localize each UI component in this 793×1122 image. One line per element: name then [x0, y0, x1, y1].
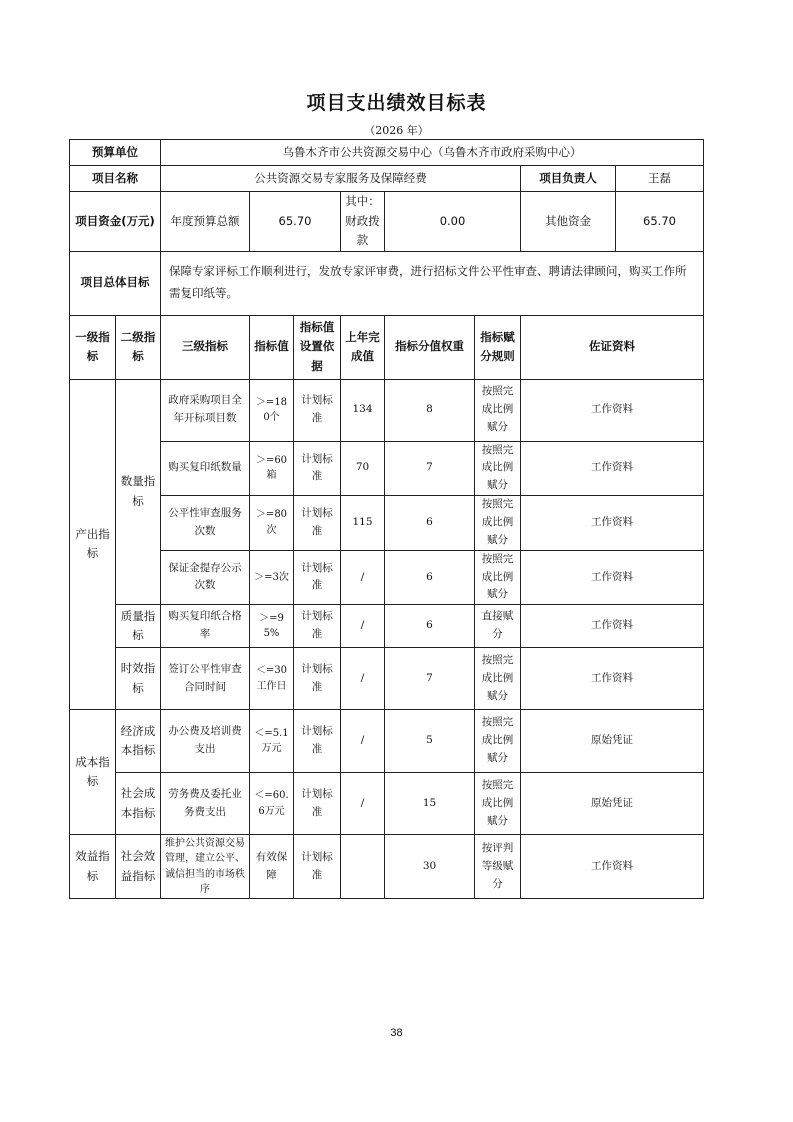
table-row [70, 710, 704, 773]
header-rule: 指标赋分规则 [475, 315, 521, 379]
group-quality: 质量指标 [116, 605, 161, 648]
budget-unit-row [70, 140, 704, 166]
year-label: （2026 年） [364, 124, 429, 137]
indicator-weight: 6 [385, 550, 475, 605]
indicator-rule: 按照完成比例赋分 [475, 710, 521, 773]
indicator-weight: 30 [385, 835, 475, 899]
indicator-last-year: 70 [341, 441, 385, 496]
indicator-name: 签订公平性审查合同时间 [161, 648, 250, 710]
indicator-evidence: 工作资料 [521, 550, 704, 605]
group-cost: 成本指标 [70, 710, 116, 835]
header-level2: 二级指标 [116, 315, 161, 379]
indicator-name: 维护公共资源交易管理，建立公平、诚信担当的市场秩序 [161, 835, 250, 899]
indicator-basis: 计划标准 [294, 441, 341, 496]
indicator-value: ＞=80次 [250, 496, 294, 551]
indicator-evidence: 工作资料 [521, 605, 704, 648]
project-name-label: 项目名称 [70, 166, 161, 192]
indicator-evidence: 工作资料 [521, 648, 704, 710]
indicator-rule: 按照完成比例赋分 [475, 496, 521, 551]
table-row [70, 379, 704, 441]
project-name-value: 公共资源交易专家服务及保障经费 [161, 166, 521, 192]
group-benefit: 效益指标 [70, 835, 116, 899]
other-funds-label: 其他资金 [521, 192, 616, 252]
project-owner-value: 王磊 [616, 166, 704, 192]
table-row [70, 441, 704, 496]
indicator-last-year: / [341, 710, 385, 773]
indicator-value: ＜=30工作日 [250, 648, 294, 710]
header-last-year: 上年完成值 [341, 315, 385, 379]
header-level1: 一级指标 [70, 315, 116, 379]
table-row [70, 773, 704, 835]
indicator-rule: 按照完成比例赋分 [475, 379, 521, 441]
header-weight: 指标分值权重 [385, 315, 475, 379]
annual-budget-value: 65.70 [250, 192, 341, 252]
annual-budget-label: 年度预算总额 [161, 192, 250, 252]
indicator-basis: 计划标准 [294, 648, 341, 710]
overall-goal-label: 项目总体目标 [70, 251, 161, 315]
indicator-last-year: / [341, 773, 385, 835]
indicator-value: ＞=95% [250, 605, 294, 648]
indicator-last-year: / [341, 605, 385, 648]
indicator-weight: 7 [385, 648, 475, 710]
project-funds-label: 项目资金(万元) [70, 192, 161, 252]
indicator-last-year: / [341, 550, 385, 605]
indicator-weight: 6 [385, 605, 475, 648]
table-row [70, 550, 704, 605]
group-timeliness: 时效指标 [116, 648, 161, 710]
header-basis: 指标值设置依据 [294, 315, 341, 379]
project-funds-row [70, 192, 704, 252]
project-owner-label: 项目负责人 [521, 166, 616, 192]
indicator-basis: 计划标准 [294, 379, 341, 441]
indicator-name: 办公费及培训费支出 [161, 710, 250, 773]
indicator-evidence: 工作资料 [521, 379, 704, 441]
indicator-name: 公平性审查服务次数 [161, 496, 250, 551]
indicator-basis: 计划标准 [294, 835, 341, 899]
indicator-name: 购买复印纸合格率 [161, 605, 250, 648]
indicator-value: ＞=60箱 [250, 441, 294, 496]
indicator-rule: 按评判等级赋分 [475, 835, 521, 899]
page-number: 38 [390, 1027, 403, 1039]
indicator-last-year: / [341, 648, 385, 710]
overall-goal-text: 保障专家评标工作顺利进行，发放专家评审费，进行招标文件公平性审查、聘请法律顾问，购买工作所需复印纸等。 [161, 251, 704, 315]
indicator-rule: 按照完成比例赋分 [475, 441, 521, 496]
table-row [70, 496, 704, 551]
indicator-evidence: 工作资料 [521, 441, 704, 496]
indicator-last-year: 134 [341, 379, 385, 441]
indicator-basis: 计划标准 [294, 773, 341, 835]
header-value: 指标值 [250, 315, 294, 379]
indicator-last-year: 115 [341, 496, 385, 551]
indicator-value: ＜=5.1万元 [250, 710, 294, 773]
project-name-row [70, 166, 704, 192]
indicator-value: ＞=3次 [250, 550, 294, 605]
indicator-name: 购买复印纸数量 [161, 441, 250, 496]
header-level3: 三级指标 [161, 315, 250, 379]
indicator-rule: 按照完成比例赋分 [475, 773, 521, 835]
indicator-value: ＞=180个 [250, 379, 294, 441]
indicator-value: ＜=60.6万元 [250, 773, 294, 835]
indicator-basis: 计划标准 [294, 710, 341, 773]
other-funds-value: 65.70 [616, 192, 704, 252]
indicator-evidence: 工作资料 [521, 835, 704, 899]
group-economic-cost: 经济成本指标 [116, 710, 161, 773]
indicator-weight: 6 [385, 496, 475, 551]
indicator-name: 劳务费及委托业务费支出 [161, 773, 250, 835]
indicator-rule: 直接赋分 [475, 605, 521, 648]
group-output: 产出指标 [70, 379, 116, 710]
overall-goal-row [70, 251, 704, 315]
header-row [70, 315, 704, 379]
indicator-evidence: 工作资料 [521, 496, 704, 551]
indicator-weight: 5 [385, 710, 475, 773]
indicator-name: 政府采购项目全年开标项目数 [161, 379, 250, 441]
indicator-basis: 计划标准 [294, 550, 341, 605]
budget-unit-value: 乌鲁木齐市公共资源交易中心（乌鲁木齐市政府采购中心） [161, 140, 704, 166]
table-row [70, 648, 704, 710]
indicator-rule: 按照完成比例赋分 [475, 648, 521, 710]
budget-unit-label: 预算单位 [70, 140, 161, 166]
table-row [70, 605, 704, 648]
group-quantity: 数量指标 [116, 379, 161, 605]
indicator-name: 保证金提存公示次数 [161, 550, 250, 605]
group-social-benefit: 社会效益指标 [116, 835, 161, 899]
group-social-cost: 社会成本指标 [116, 773, 161, 835]
performance-table [69, 139, 704, 899]
indicator-last-year [341, 835, 385, 899]
indicator-basis: 计划标准 [294, 496, 341, 551]
indicator-weight: 15 [385, 773, 475, 835]
indicator-weight: 8 [385, 379, 475, 441]
fiscal-allocation-value: 0.00 [385, 192, 521, 252]
header-evidence: 佐证资料 [521, 315, 704, 379]
page-title: 项目支出绩效目标表 [306, 92, 487, 114]
indicator-evidence: 原始凭证 [521, 773, 704, 835]
indicator-basis: 计划标准 [294, 605, 341, 648]
indicator-weight: 7 [385, 441, 475, 496]
indicator-value: 有效保障 [250, 835, 294, 899]
indicator-rule: 按照完成比例赋分 [475, 550, 521, 605]
indicator-evidence: 原始凭证 [521, 710, 704, 773]
table-row [70, 835, 704, 899]
fiscal-allocation-label: 其中：财政拨款 [341, 192, 385, 252]
